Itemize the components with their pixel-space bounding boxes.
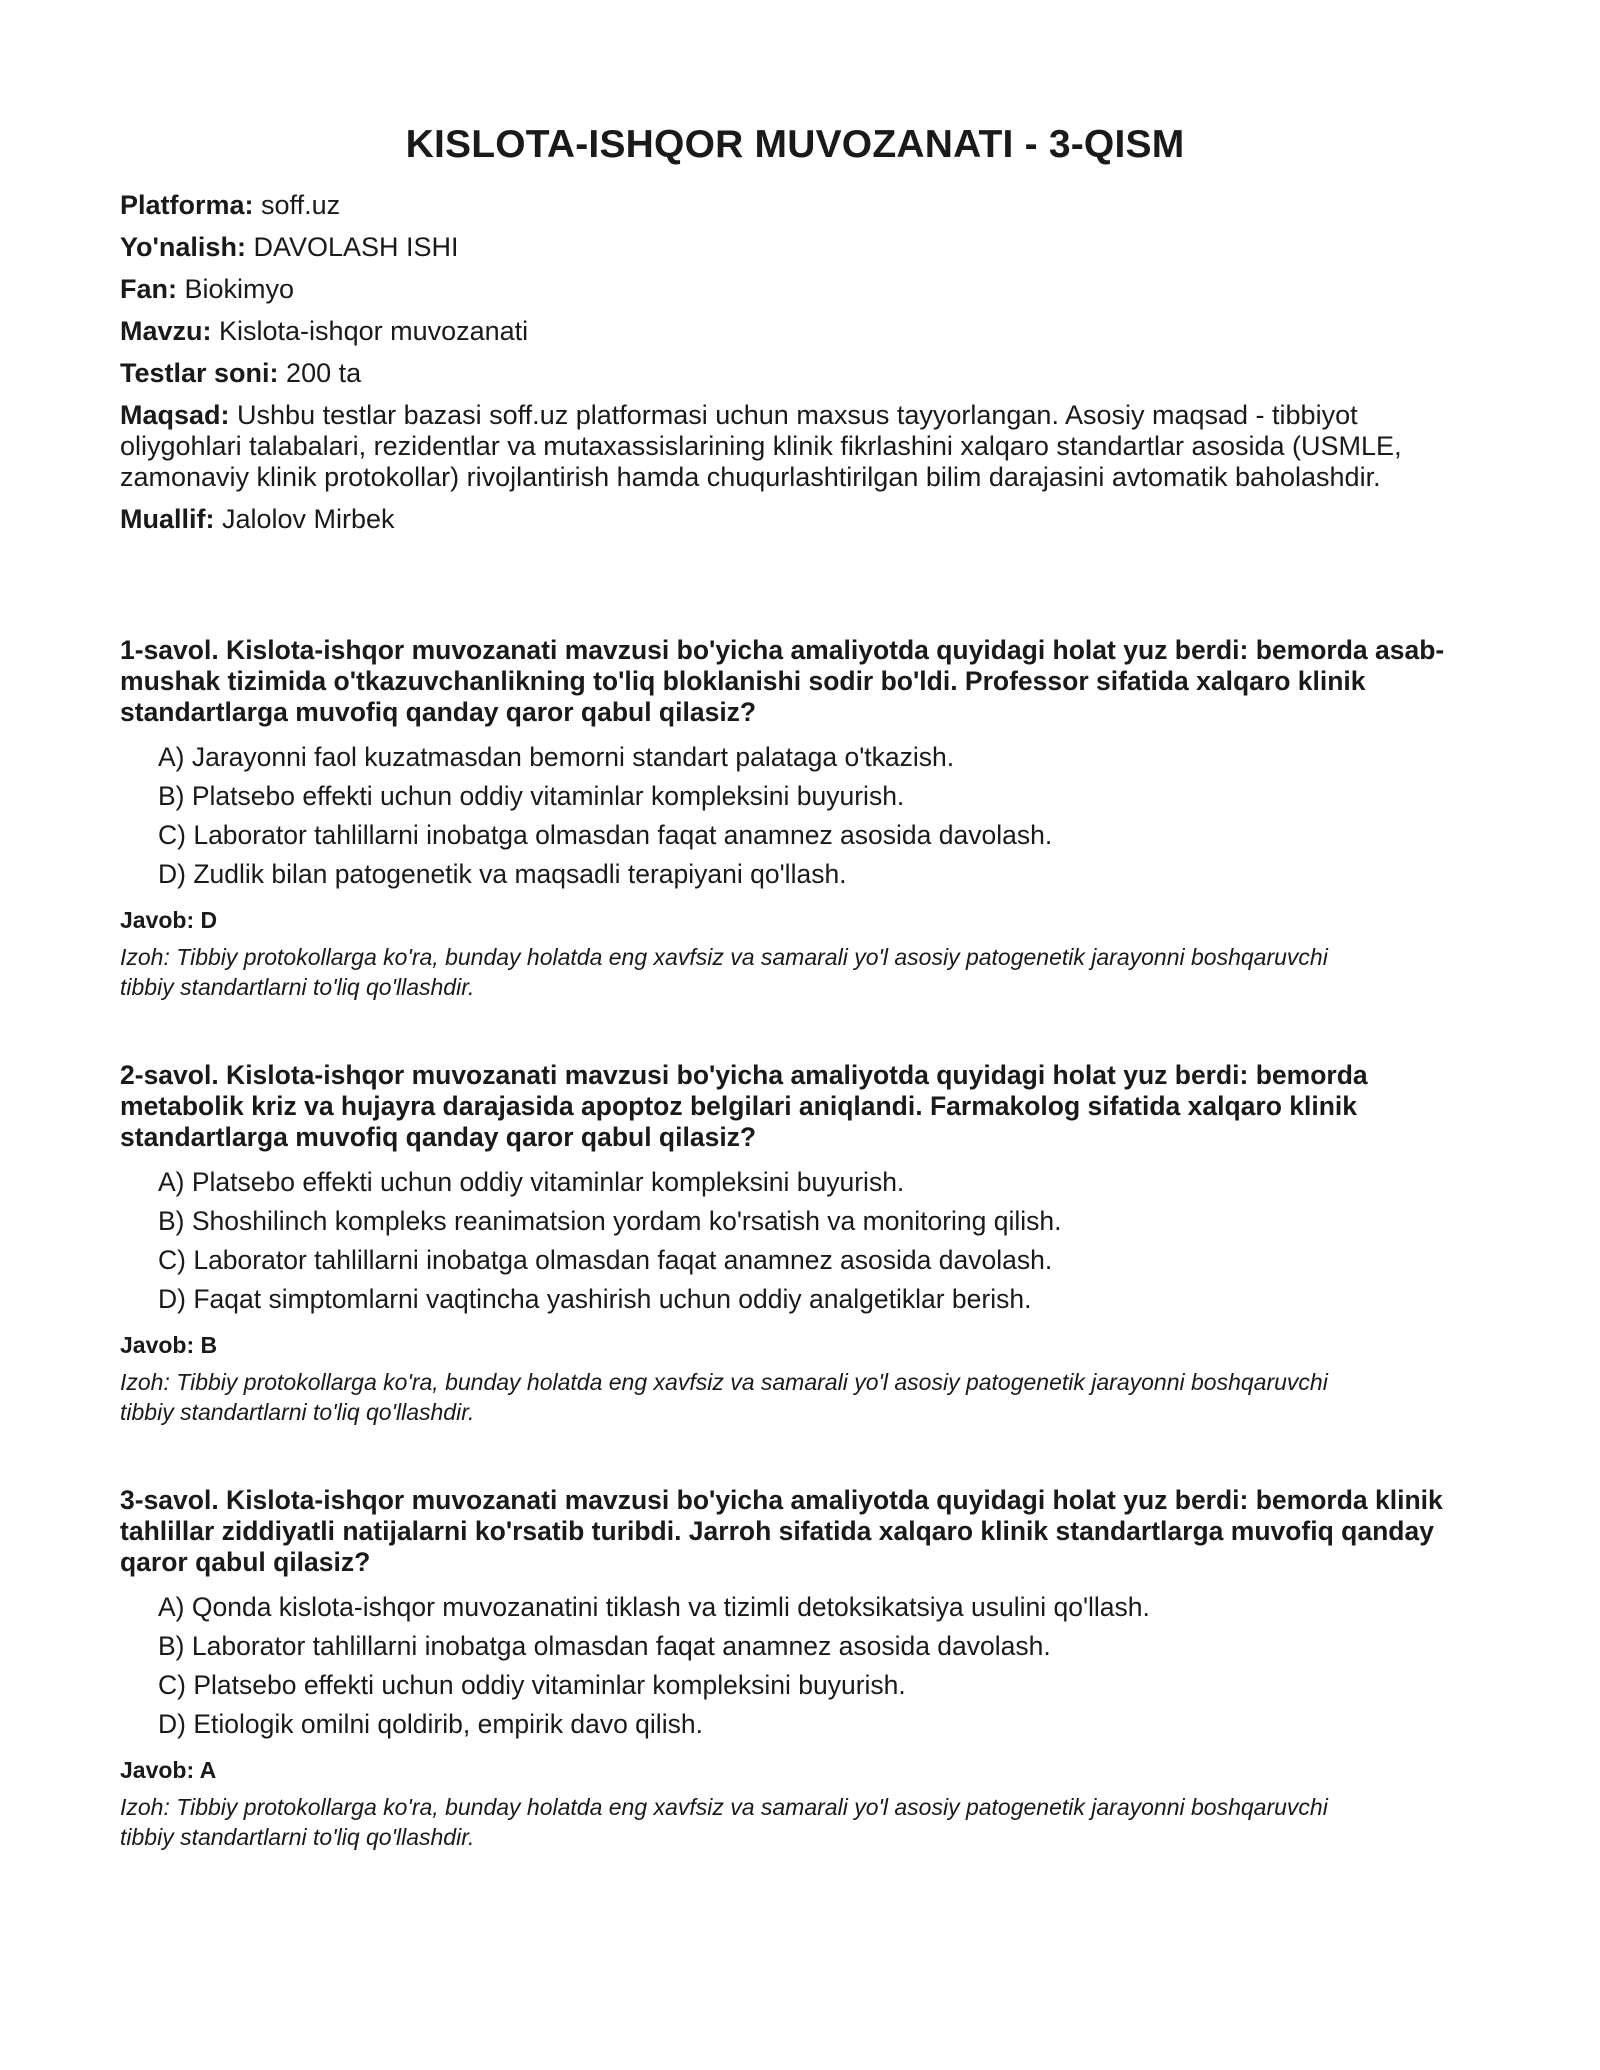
meta-value: Kislota-ishqor muvozanati <box>211 316 529 346</box>
option-d: D) Etiologik omilni qoldirib, empirik davo qilish. <box>158 1709 703 1739</box>
meta-label: Platforma: <box>120 190 254 220</box>
question-item <box>120 1060 1480 1427</box>
metadata-section <box>120 190 1480 535</box>
meta-value: DAVOLASH ISHI <box>245 232 459 262</box>
explanation-note: Izoh: Tibbiy protokollarga ko'ra, bunday holatda eng xavfsiz va samarali yo'l asosiy patogenetik jarayonni boshqaruvchi tibbiy standartlarni to'liq qo'llashdir. <box>120 944 1328 1000</box>
answer-line: Javob: A <box>120 1757 217 1783</box>
meta-subject <box>120 274 1480 305</box>
explanation-note: Izoh: Tibbiy protokollarga ko'ra, bunday holatda eng xavfsiz va samarali yo'l asosiy patogenetik jarayonni boshqaruvchi tibbiy standartlarni to'liq qo'llashdir. <box>120 1369 1328 1425</box>
meta-value: Ushbu testlar bazasi soff.uz platformasi uchun maxsus tayyorlangan. Asosiy maqsad - tibbiyot oliygohlari talabalari, rezidentlar va mutaxassislarining klinik fikrlashini xalqaro standartlar asosida (USMLE, zamonaviy klinik protokollar) rivojlantirish hamda chuqurlashtirilgan bilim darajasini avtomatik baholashdir. <box>120 400 1402 492</box>
meta-topic <box>120 316 1480 347</box>
option-a: A) Jarayonni faol kuzatmasdan bemorni standart palataga o'tkazish. <box>158 742 955 772</box>
option-a: A) Qonda kislota-ishqor muvozanatini tiklash va tizimli detoksikatsiya usulini qo'llash. <box>158 1592 1150 1622</box>
meta-value: Biokimyo <box>177 274 295 304</box>
meta-direction <box>120 232 1480 263</box>
meta-label: Mavzu: <box>120 316 212 346</box>
meta-value: 200 ta <box>278 358 362 388</box>
meta-platform <box>120 190 1480 221</box>
option-d: D) Faqat simptomlarni vaqtincha yashirish uchun oddiy analgetiklar berish. <box>158 1284 1032 1314</box>
meta-test-count <box>120 358 1480 389</box>
meta-purpose <box>120 400 1450 493</box>
option-c: C) Platsebo effekti uchun oddiy vitaminlar kompleksini buyurish. <box>158 1670 906 1700</box>
document-title: KISLOTA-ISHQOR MUVOZANATI - 3-QISM <box>405 123 1185 166</box>
meta-author <box>120 504 1480 535</box>
option-b: B) Shoshilinch kompleks reanimatsion yordam ko'rsatish va monitoring qilish. <box>158 1206 1062 1236</box>
meta-value: Jalolov Mirbek <box>214 504 395 534</box>
document-page <box>120 0 1480 1910</box>
meta-label: Maqsad: <box>120 400 230 430</box>
options-list <box>120 1167 1480 1315</box>
meta-label: Muallif: <box>120 504 215 534</box>
meta-label: Testlar soni: <box>120 358 279 388</box>
meta-label: Fan: <box>120 274 177 304</box>
options-list <box>120 1592 1480 1740</box>
meta-value: soff.uz <box>253 190 341 220</box>
question-text: 2-savol. Kislota-ishqor muvozanati mavzusi bo'yicha amaliyotda quyidagi holat yuz berdi: bemorda metabolik kriz va hujayra darajasida apoptoz belgilari aniqlandi. Farmakolog sifatida xalqaro klinik standartlarga muvofiq qanday qaror qabul qilasiz? <box>120 1060 1368 1152</box>
questions-list <box>120 635 1480 1852</box>
option-d: D) Zudlik bilan patogenetik va maqsadli terapiyani qo'llash. <box>158 859 847 889</box>
option-c: C) Laborator tahlillarni inobatga olmasdan faqat anamnez asosida davolash. <box>158 820 1053 850</box>
answer-line: Javob: D <box>120 907 218 933</box>
answer-line: Javob: B <box>120 1332 218 1358</box>
option-c: C) Laborator tahlillarni inobatga olmasdan faqat anamnez asosida davolash. <box>158 1245 1053 1275</box>
explanation-note: Izoh: Tibbiy protokollarga ko'ra, bunday holatda eng xavfsiz va samarali yo'l asosiy patogenetik jarayonni boshqaruvchi tibbiy standartlarni to'liq qo'llashdir. <box>120 1794 1328 1850</box>
question-text: 1-savol. Kislota-ishqor muvozanati mavzusi bo'yicha amaliyotda quyidagi holat yuz berdi: bemorda asab-mushak tizimida o'tkazuvchanlikning to'liq bloklanishi sodir bo'ldi. Professor sifatida xalqaro klinik standartlarga muvofiq qanday qaror qabul qilasiz? <box>120 635 1445 727</box>
option-b: B) Laborator tahlillarni inobatga olmasdan faqat anamnez asosida davolash. <box>158 1631 1051 1661</box>
question-text: 3-savol. Kislota-ishqor muvozanati mavzusi bo'yicha amaliyotda quyidagi holat yuz berdi: bemorda klinik tahlillar ziddiyatli natijalarni ko'rsatib turibdi. Jarroh sifatida xalqaro klinik standartlarga muvofiq qanday qaror qabul qilasiz? <box>120 1485 1443 1577</box>
meta-label: Yo'nalish: <box>120 232 246 262</box>
option-a: A) Platsebo effekti uchun oddiy vitaminlar kompleksini buyurish. <box>158 1167 905 1197</box>
options-list <box>120 742 1480 890</box>
question-item <box>120 635 1480 1002</box>
option-b: B) Platsebo effekti uchun oddiy vitaminlar kompleksini buyurish. <box>158 781 905 811</box>
question-item <box>120 1485 1480 1852</box>
